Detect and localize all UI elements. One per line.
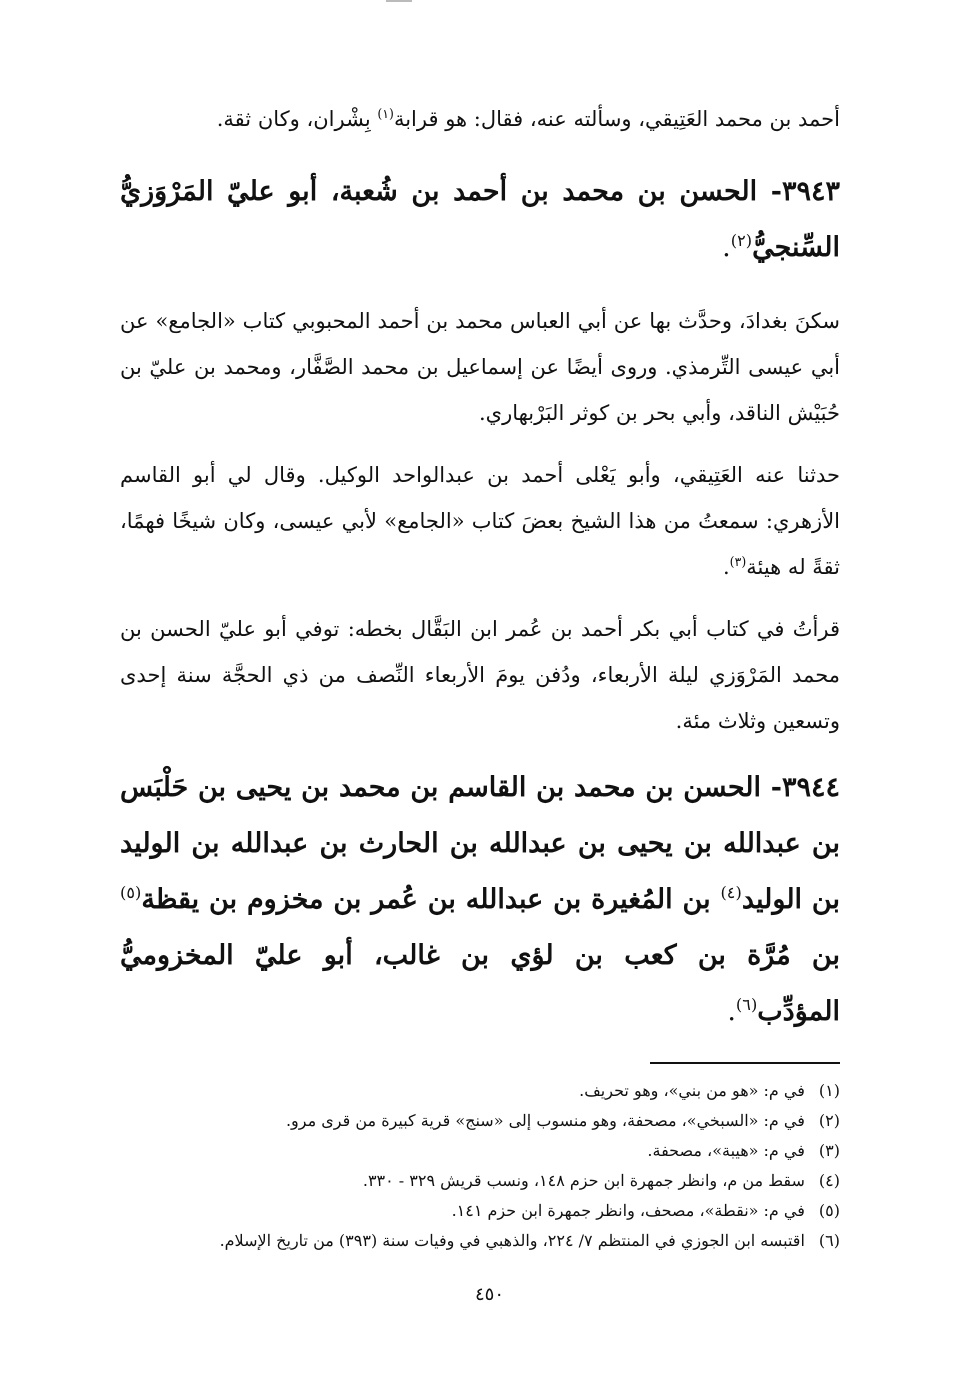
- footnote-divider: [650, 1062, 840, 1064]
- footnote-ref-3: (٣): [729, 554, 747, 569]
- footnote-text: اقتبسه ابن الجوزي في المنتظم ٧/ ٢٢٤، والذهبي في وفيات سنة (٣٩٣) من تاريخ الإسلام.: [219, 1231, 805, 1250]
- footnote-text: في م: «هيبة»، مصحفة.: [647, 1141, 805, 1160]
- entry-title-end: .: [727, 996, 736, 1027]
- footnote-text: في م: «السبخي»، مصحفة، وهو منسوب إلى «سنج» قرية كبيرة من قرى مرو.: [285, 1111, 805, 1130]
- footnote-item: [120, 1076, 840, 1106]
- footnote-number: (١): [818, 1081, 840, 1100]
- footnote-ref-4: (٤): [720, 883, 742, 902]
- top-edge-mark: [386, 0, 412, 2]
- footnote-item: [120, 1226, 840, 1256]
- footnote-item: [120, 1106, 840, 1136]
- footnote-text: في م: «هو من بني»، وهو تحريف.: [579, 1081, 805, 1100]
- entry-3943-heading: [120, 164, 840, 276]
- footnotes: [120, 1076, 840, 1256]
- footnote-item: [120, 1166, 840, 1196]
- footnote-number: (٤): [818, 1171, 840, 1190]
- paragraph-death: قرأتُ في كتاب أبي بكر أحمد بن عُمر ابن البَقَّال بخطه: توفي أبو عليّ الحسن بن محمد المَرْوَزي ليلة الأربعاء، ودُفن يومَ الأربعاء النِّصف من ذي الحجَّة سنة إحدى وتسعين وثلاث مئة.: [120, 617, 840, 733]
- footnote-ref-2: (٢): [730, 231, 753, 250]
- paragraph-text: بِشْران، وكان ثقة.: [216, 107, 378, 131]
- footnote-ref-5: (٥): [120, 883, 142, 902]
- entry-title: بن مُرَّة بن كعب بن لؤي بن غالب، أبو عليّ المخزوميُّ المؤدِّب: [120, 940, 840, 1027]
- footnote-ref-6: (٦): [735, 995, 758, 1014]
- entry-3944-heading: [120, 760, 840, 1040]
- footnote-ref-1: (١): [377, 106, 394, 121]
- paragraph-text: حدثنا عنه العَتِيقي، وأبو يَعْلى أحمد بن عبدالواحد الوكيل. وقال لي أبو القاسم الأزهري: سمعتُ من هذا الشيخ بعضَ كتاب «الجامع» لأبي عيسى، وكان شيخًا فهمًا، ثقةً له هيئة: [120, 463, 840, 579]
- paragraph-residence: سكنَ بغدادَ، وحدَّث بها عن أبي العباس محمد بن أحمد المحبوبي كتاب «الجامع» عن أبي عيسى التِّرمذي. وروى أيضًا عن إسماعيل بن محمد الصَّفَّار، ومحمد بن عليّ بن حُبَيْش الناقد، وأبي بحر بن كوثر البَرْبهاري.: [120, 309, 840, 425]
- footnote-item: [120, 1196, 840, 1226]
- paragraph-text: .: [722, 555, 730, 579]
- footnote-number: (٢): [818, 1111, 840, 1130]
- paragraph-continuation: [120, 96, 840, 142]
- paragraph-narrators: [120, 452, 840, 590]
- page-number: ٤٥٠: [474, 1284, 504, 1305]
- entry-title: ٣٩٤٣- الحسن بن محمد بن أحمد بن شُعبة، أبو عليّ المَرْوَزيُّ السِّنجيُّ: [120, 176, 840, 263]
- footnote-text: في م: «نقطة»، مصحف، وانظر جمهرة ابن حزم ١٤١.: [451, 1201, 805, 1220]
- footnote-number: (٦): [818, 1231, 840, 1250]
- footnote-item: [120, 1136, 840, 1166]
- book-page: [120, 96, 840, 1256]
- footnote-text: سقط من م، وانظر جمهرة ابن حزم ١٤٨، ونسب قريش ٣٢٩ - ٣٣٠.: [362, 1171, 805, 1190]
- footnote-number: (٣): [818, 1141, 840, 1160]
- entry-title: بن المُغيرة بن عبدالله بن عُمر بن مخزوم بن يقظة: [141, 884, 721, 915]
- entry-title: ٣٩٤٤- الحسن بن محمد بن القاسم بن محمد بن يحيى بن حَلْبَس بن عبدالله بن يحيى بن عبدالله بن الحارث بن عبدالله بن الوليد بن الوليد: [120, 772, 840, 915]
- footnote-number: (٥): [818, 1201, 840, 1220]
- entry-title-end: .: [722, 232, 731, 263]
- paragraph-text: أحمد بن محمد العَتِيقي، وسألته عنه، فقال: هو قرابة: [393, 107, 840, 131]
